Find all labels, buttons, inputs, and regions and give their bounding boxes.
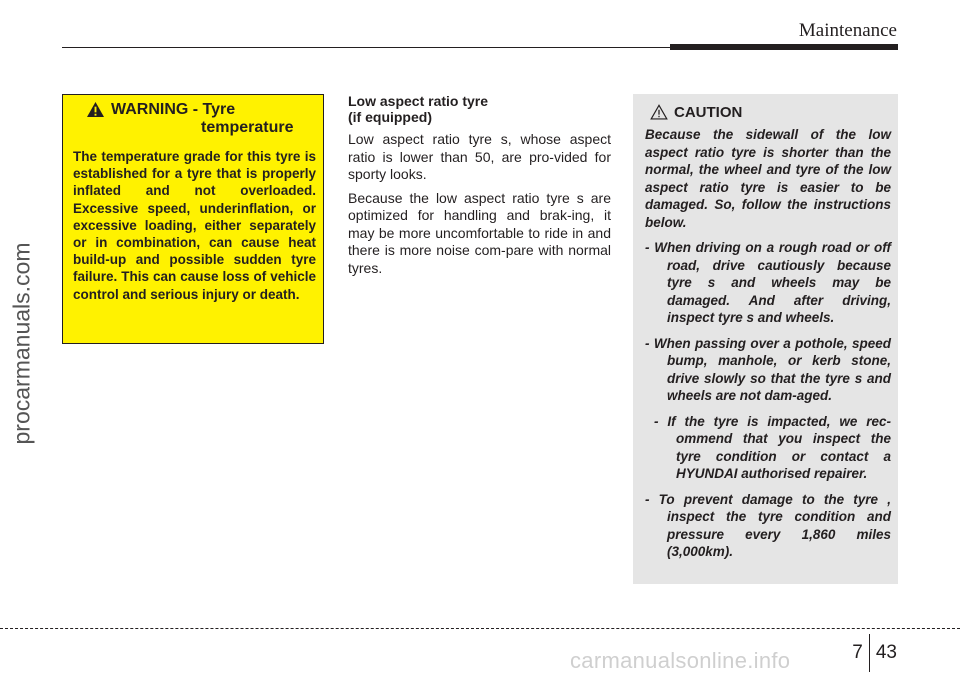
page-number-divider bbox=[869, 634, 870, 672]
warning-body: The temperature grade for this tyre is established for a tyre that is properly inflated and not overloaded. Excessive speed, underinflation, or excessive loading, either separately or in combination, can cause heat build-up and possible sudden tyre failure. This can cause loss of vehicle control and serious injury or death. bbox=[73, 149, 316, 302]
section-heading-line1: Low aspect ratio tyre bbox=[348, 93, 489, 109]
warning-title bbox=[73, 101, 316, 137]
section-heading bbox=[348, 93, 611, 125]
section-heading-line2: (if equipped) bbox=[348, 109, 432, 125]
side-watermark: procarmanuals.com bbox=[8, 242, 35, 445]
caution-box bbox=[633, 94, 898, 584]
caution-list-item: - To prevent damage to the tyre , inspect the tyre condition and pressure every 1,860 miles (3,000km). bbox=[645, 491, 891, 559]
warning-title-line1: WARNING - Tyre bbox=[111, 101, 236, 118]
caution-list-item: - When passing over a pothole, speed bump, manhole, or kerb stone, drive slowly so that the tyre s and wheels are not dam-aged. bbox=[645, 335, 891, 403]
header-rule-accent bbox=[670, 44, 898, 50]
section-title: Maintenance bbox=[798, 20, 897, 41]
caution-title-text: CAUTION bbox=[674, 103, 743, 121]
caution-list-item: - If the tyre is impacted, we rec-ommend that you inspect the tyre condition or contact a HYUNDAI authorised repairer. bbox=[654, 413, 891, 481]
bottom-watermark: carmanualsonline.info bbox=[570, 648, 791, 673]
caution-list-item: - When driving on a rough road or off road, drive cautiously because tyre s and wheels may be damaged. And after driving, inspect tyre s and wheels. bbox=[645, 240, 891, 325]
warning-triangle-icon bbox=[86, 101, 105, 118]
page-number-value: 43 bbox=[875, 642, 897, 663]
page-number bbox=[852, 634, 897, 672]
warning-title-line2: temperature bbox=[201, 119, 294, 136]
body-paragraph: Because the low aspect ratio tyre s are optimized for handling and brak-ing, it may be more uncomfortable to ride in and there is more noise com-pare with normal tyres. bbox=[348, 189, 611, 276]
caution-title bbox=[645, 102, 891, 122]
body-paragraph: Low aspect ratio tyre s, whose aspect ratio is lower than 50, are pro-vided for sporty looks. bbox=[348, 131, 611, 182]
chapter-number: 7 bbox=[852, 642, 863, 663]
caution-intro: Because the sidewall of the low aspect ratio tyre is shorter than the normal, the wheel and tyre of the low aspect ratio tyre is easier to be damaged. So, follow the instructions below. bbox=[645, 127, 891, 230]
caution-triangle-icon bbox=[650, 104, 668, 120]
warning-box bbox=[62, 94, 324, 344]
header-rule bbox=[62, 47, 672, 48]
footer-rule bbox=[0, 628, 960, 629]
main-column bbox=[348, 93, 611, 283]
